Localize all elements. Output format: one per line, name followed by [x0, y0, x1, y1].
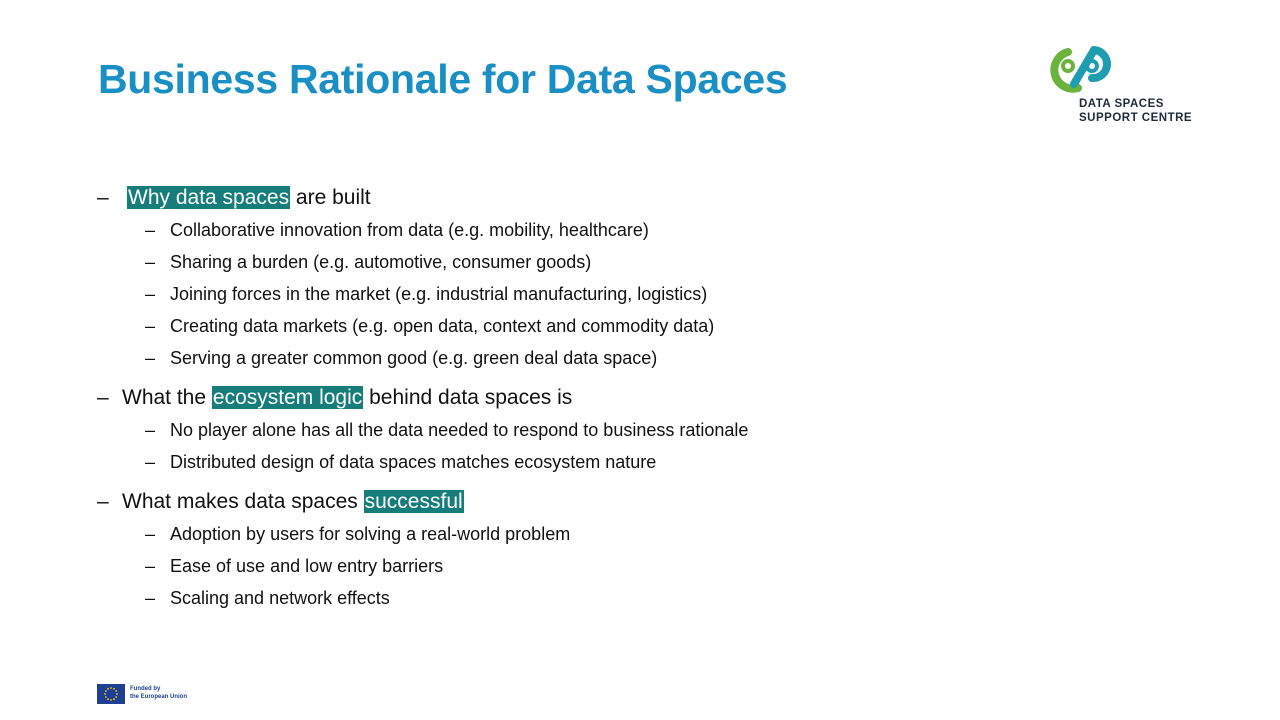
sub-bullet-text: Joining forces in the market (e.g. industrial manufacturing, logistics)	[170, 284, 708, 304]
logo-text-line-2: SUPPORT CENTRE	[1079, 112, 1193, 124]
dash-icon: –	[145, 220, 156, 240]
eu-funding-text	[130, 685, 187, 701]
dash-icon: –	[145, 284, 156, 304]
sub-bullet-text: No player alone has all the data needed to respond to business rationale	[170, 420, 749, 440]
sub-bullet	[97, 414, 1197, 446]
logo-mark-icon	[1048, 44, 1112, 100]
sub-bullet-text: Collaborative innovation from data (e.g. mobility, healthcare)	[170, 220, 649, 240]
bullet-ecosystem-logic	[97, 382, 1197, 414]
dash-icon: –	[145, 452, 156, 472]
sub-bullet-text: Ease of use and low entry barriers	[170, 556, 444, 576]
dash-icon: –	[145, 420, 156, 440]
sub-bullet	[97, 342, 1197, 374]
sub-bullet-text: Sharing a burden (e.g. automotive, consumer goods)	[170, 252, 592, 272]
dash-icon: –	[145, 252, 156, 272]
sub-bullet	[97, 518, 1197, 550]
logo-text	[1079, 97, 1192, 125]
dash-icon: –	[145, 556, 156, 576]
data-spaces-support-centre-logo	[1048, 44, 1208, 130]
sub-bullet	[97, 246, 1197, 278]
dash-icon: –	[145, 588, 156, 608]
bullet-list	[97, 182, 1197, 614]
sub-bullet	[97, 550, 1197, 582]
sub-bullet-text: Creating data markets (e.g. open data, context and commodity data)	[170, 316, 715, 336]
eu-funding-line-1: Funded by	[130, 686, 161, 692]
bullet-text: What makes data spaces	[122, 490, 364, 513]
sub-bullet-text: Scaling and network effects	[170, 588, 390, 608]
sub-bullet-text: Adoption by users for solving a real-world problem	[170, 524, 571, 544]
dash-icon: –	[145, 524, 156, 544]
bullet-text: are built	[290, 186, 371, 209]
sub-bullet	[97, 278, 1197, 310]
dash-icon: –	[97, 186, 109, 209]
logo-text-line-1: DATA SPACES	[1079, 98, 1164, 110]
bullet-why-data-spaces	[97, 182, 1197, 214]
sub-bullet-text: Distributed design of data spaces matches ecosystem nature	[170, 452, 657, 472]
sub-bullet	[97, 582, 1197, 614]
dash-icon: –	[97, 386, 109, 409]
dash-icon: –	[97, 490, 109, 513]
bullet-text: behind data spaces is	[363, 386, 573, 409]
bullet-text: What the	[122, 386, 212, 409]
eu-flag-icon	[97, 684, 125, 704]
slide-title: Business Rationale for Data Spaces	[98, 56, 788, 102]
dash-icon: –	[145, 316, 156, 336]
sub-bullet	[97, 310, 1197, 342]
dash-icon: –	[145, 348, 156, 368]
highlight-ecosystem-logic: ecosystem logic	[212, 386, 363, 409]
sub-bullet	[97, 214, 1197, 246]
sub-bullet-text: Serving a greater common good (e.g. green deal data space)	[170, 348, 658, 368]
sub-bullet	[97, 446, 1197, 478]
eu-funding-line-2: the European Union	[130, 694, 187, 700]
highlight-why-data-spaces: Why data spaces	[128, 186, 290, 209]
bullet-successful	[97, 486, 1197, 518]
highlight-successful: successful	[364, 490, 463, 513]
